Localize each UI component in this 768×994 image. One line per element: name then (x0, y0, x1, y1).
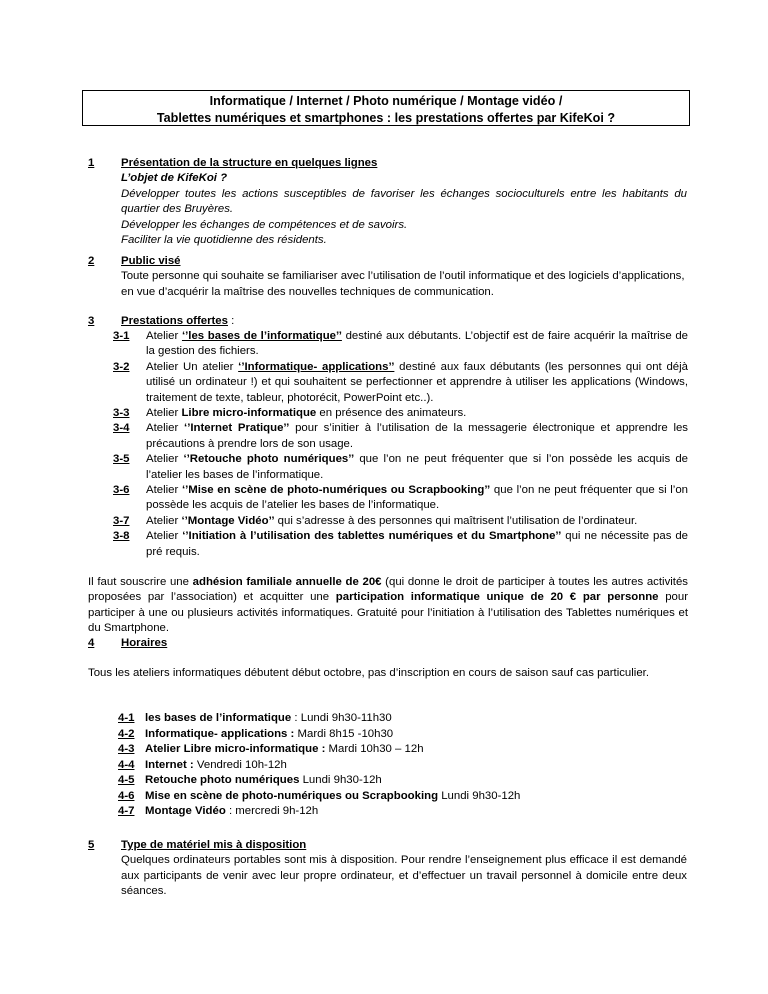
item-text-pre: Atelier (146, 330, 182, 342)
item-text-post: destiné aux faux débutants (les personnes qui ont déjà utilisé un ordinateur !) et qui souhaitent se perfectionner et apprendre à utiliser les applications (Windows, traitement de texte, tableur, photorécit, PowerPoint etc..). (146, 360, 688, 404)
list-item (88, 406, 688, 421)
section-2-number: 2 (88, 255, 95, 267)
hours-label: Atelier Libre micro-informatique : (145, 743, 326, 755)
item-text-pre: Atelier (146, 422, 185, 435)
list-item (88, 483, 688, 514)
item-text-bold: ‘’Retouche photo numériques’’ (183, 453, 355, 466)
item-number: 3-1 (113, 330, 130, 342)
hours-label: Informatique- applications : (145, 727, 295, 740)
item-text-bold: ‘’Informatique- applications’’ (238, 360, 395, 373)
hours-value: Lundi 9h30-12h (438, 789, 521, 802)
section-5-title: Type de matériel mis à disposition (121, 839, 307, 851)
hours-label: Mise en scène de photo-numériques ou Scrapbooking (145, 789, 439, 802)
section-5-text: Quelques ordinateurs portables sont mis à disposition. Pour rendre l’enseignement plus efficace il est demandé aux participants de venir avec leur propre ordinateur, et d’effectuer un travail personnel à domicile entre deux séances. (121, 854, 687, 898)
list-item (88, 452, 688, 483)
list-item (88, 758, 688, 774)
hours-value: Mardi 10h30 – 12h (325, 743, 424, 755)
list-item (88, 360, 688, 406)
adhesion-text-3: pour participer à une ou plusieurs activités informatiques. Gratuité pour l’initiation à l’utilisation des Tablettes numériques et du Smartphone. (88, 591, 688, 635)
item-text-bold: ‘’Internet Pratique’’ (184, 422, 290, 435)
item-text-pre: Atelier (146, 530, 183, 543)
item-number: 3-3 (113, 407, 130, 420)
hours-value: Lundi 9h30-12h (299, 774, 382, 786)
hours-label: les bases de l’informatique (145, 712, 292, 724)
adhesion-bold-2: participation informatique unique de 20 € par personne (335, 591, 659, 604)
section-1-title: Présentation de la structure en quelques lignes (121, 157, 378, 169)
adhesion-paragraph (88, 575, 688, 637)
item-text-pre: Atelier (146, 514, 182, 527)
list-item (88, 329, 688, 360)
item-text-post: qui ne nécessite pas de pré requis. (146, 530, 688, 558)
item-text-post: qui s’adresse à des personnes qui maîtrisent l’utilisation de l’ordinateur. (274, 514, 638, 527)
item-number: 3-6 (113, 484, 130, 497)
prestations-list (88, 329, 688, 560)
list-item (88, 421, 688, 452)
section-1 (121, 156, 687, 248)
hours-number: 4-3 (118, 743, 135, 755)
item-text-post: destiné aux débutants. L’objectif est de faire acquérir la maîtrise de la gestion des fichiers. (146, 330, 688, 358)
section-3-title: Prestations offertes (121, 315, 228, 327)
list-item (88, 711, 688, 727)
adhesion-text-1: Il faut souscrire une (88, 576, 193, 588)
item-number: 3-8 (113, 530, 130, 543)
item-number: 3-5 (113, 453, 130, 466)
item-text-post: que l’on ne peut fréquenter que si l’on possède les acquis de l’atelier les bases de l’informatique. (146, 453, 688, 481)
section-2 (121, 254, 687, 300)
document-title-box (82, 90, 690, 126)
item-text-bold: ‘’les bases de l’informatique’’ (181, 330, 342, 342)
hours-number: 4-5 (118, 774, 135, 786)
hours-label: Retouche photo numériques (145, 774, 300, 786)
hours-value: : Lundi 9h30-11h30 (291, 712, 392, 724)
hours-label: Montage Vidéo (145, 805, 226, 817)
hours-label: Internet : (145, 758, 194, 771)
section-3-heading (121, 314, 687, 329)
adhesion-text-2: (qui donne le droit de participer à toutes les autres activités proposées par l’association) et acquitter une (88, 576, 688, 604)
section-4-heading (121, 636, 687, 651)
list-item (88, 514, 688, 529)
section-1-number: 1 (88, 157, 95, 169)
item-text-bold: ‘’Initiation à l’utilisation des tablettes numériques et du Smartphone’’ (182, 530, 562, 543)
section-3-number: 3 (88, 315, 95, 327)
item-text-bold: ‘’Mise en scène de photo-numériques ou Scrapbooking’’ (181, 484, 491, 497)
section-1-line-1: Développer toutes les actions susceptibles de favoriser les échanges socioculturels entre les habitants du quartier des Bruyères. (121, 187, 687, 216)
list-item (88, 727, 688, 743)
list-item (88, 773, 688, 789)
list-item (88, 529, 688, 560)
title-line-1: Informatique / Internet / Photo numérique / Montage vidéo / (209, 94, 563, 108)
section-5 (121, 838, 687, 900)
hours-value: : mercredi 9h-12h (225, 805, 319, 817)
hours-number: 4-2 (118, 727, 135, 740)
item-text-post: pour s’initier à l’utilisation de la messagerie électronique et apprendre les précautions à prendre lors de son usage. (146, 422, 688, 450)
section-1-line-2: Développer les échanges de compétences et de savoirs. (121, 218, 408, 231)
section-1-line-3: Faciliter la vie quotidienne des résidents. (121, 234, 327, 247)
hours-number: 4-7 (118, 805, 135, 817)
hours-number: 4-4 (118, 758, 135, 771)
section-4-title: Horaires (121, 637, 168, 649)
item-number: 3-4 (113, 422, 130, 435)
item-number: 3-2 (113, 360, 130, 373)
section-2-title: Public visé (121, 255, 181, 267)
section-4-number: 4 (88, 637, 95, 649)
section-2-text: Toute personne qui souhaite se familiariser avec l’utilisation de l’outil informatique et des logiciels d’applications, en vue d’acquérir la maîtrise des nouvelles techniques de communication. (121, 270, 685, 298)
section-3-title-suffix: : (227, 315, 235, 327)
section-5-number: 5 (88, 839, 95, 851)
hours-value: Mardi 8h15 -10h30 (294, 727, 394, 740)
list-item (88, 742, 688, 758)
item-text-pre: Atelier Un atelier (146, 360, 239, 373)
item-text-bold: Libre micro-informatique (181, 407, 317, 420)
item-text-pre: Atelier (146, 407, 182, 420)
item-text-post: que l’on ne peut fréquenter que si l’on possède les acquis de l’atelier les bases de l’informatique. (146, 484, 689, 512)
item-text-pre: Atelier (146, 484, 182, 497)
title-line-2: Tablettes numériques et smartphones : les prestations offertes par KifeKoi ? (156, 111, 616, 125)
list-item (88, 804, 688, 820)
item-text-pre: Atelier (146, 453, 184, 466)
hours-number: 4-6 (118, 789, 135, 802)
item-text-bold: ‘’Montage Vidéo’’ (181, 514, 275, 527)
item-number: 3-7 (113, 514, 130, 527)
hours-number: 4-1 (118, 712, 135, 724)
section-4-intro: Tous les ateliers informatiques débutent début octobre, pas d’inscription en cours de saison sauf cas particulier. (88, 667, 649, 679)
hours-value: Vendredi 10h-12h (193, 758, 287, 771)
adhesion-bold-1: adhésion familiale annuelle de 20€ (192, 576, 382, 588)
hours-list (88, 711, 688, 820)
item-text-post: en présence des animateurs. (316, 407, 467, 420)
section-1-subtitle: L’objet de KifeKoi ? (121, 172, 228, 185)
list-item (88, 789, 688, 805)
